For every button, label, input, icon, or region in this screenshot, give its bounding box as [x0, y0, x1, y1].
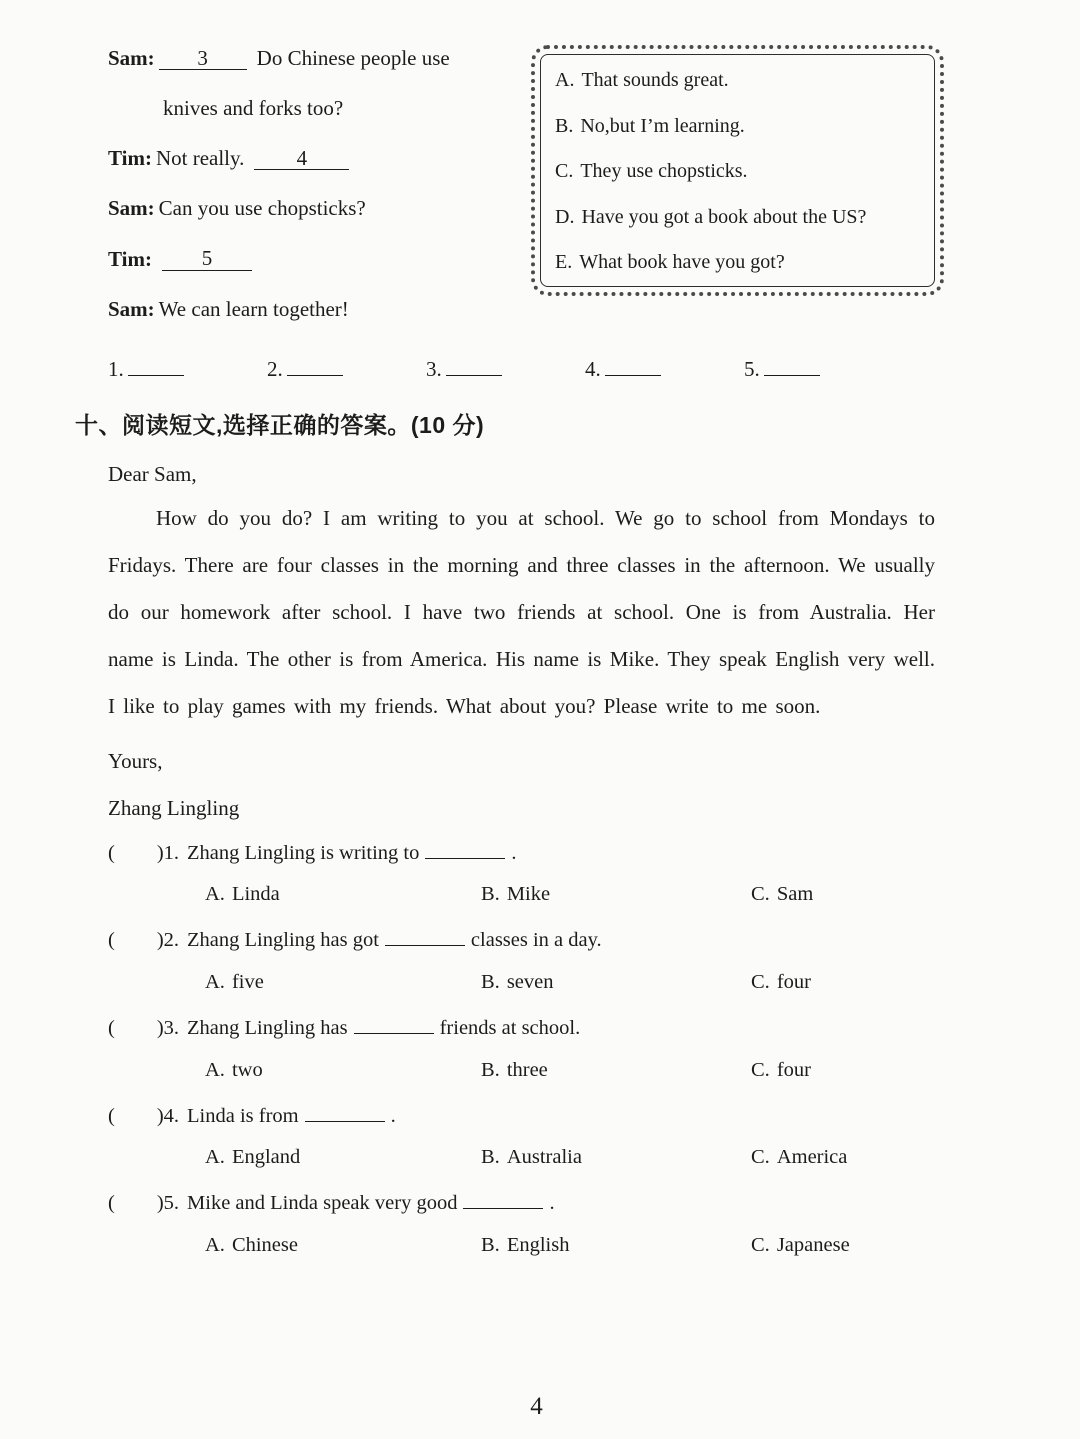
answer-number: 3. [426, 356, 442, 381]
question-options [108, 1233, 935, 1258]
option-item [555, 159, 922, 183]
option-text: Have you got a book about the US? [581, 205, 867, 228]
question-text-post: . [390, 1104, 396, 1127]
blank-underline [128, 355, 184, 376]
question-text: Zhang Lingling has [187, 1016, 348, 1039]
dialogue-line [108, 196, 528, 220]
question-stem [108, 1101, 935, 1128]
question-number: )5. [156, 1192, 180, 1215]
answer-paren: ( [108, 1016, 115, 1039]
question-stem [108, 838, 935, 865]
answer-blank-item [267, 355, 426, 382]
question-stem [108, 1013, 935, 1040]
option-text: They use chopsticks. [580, 160, 748, 182]
blank-underline [463, 1189, 543, 1210]
question-options [108, 1145, 935, 1170]
letter-body: How do you do? I am writing to you at school. We go to school from Mondays to Fridays. There are four classes in the morning and three classes in the afternoon. We usually do our homework after school. I have two friends at school. One is from Australia. Her name is Linda. The other is from America. His name is Mike. They speak English very well. I like to play games with my friends. What about you? Please write to me soon. [108, 505, 935, 718]
question-number: )3. [156, 1016, 180, 1039]
dialogue-text: Can you use chopsticks? [158, 196, 366, 221]
dialogue-line [108, 146, 528, 170]
speaker-label: Sam: [108, 46, 155, 70]
option-label: A. [205, 883, 225, 906]
answer-number: 5. [744, 356, 760, 381]
blank-underline [287, 355, 343, 376]
question-option: A. five [205, 970, 264, 993]
answer-blank-item [426, 355, 585, 382]
question-text: Zhang Lingling has got [187, 929, 379, 952]
question-text-post: classes in a day. [470, 929, 602, 952]
answer-paren: ( [108, 1192, 115, 1215]
question-number: )1. [156, 841, 180, 864]
option-label: A. [555, 69, 575, 91]
dialogue-and-options-row [108, 46, 935, 321]
question-text: Zhang Lingling is writing to [187, 841, 420, 864]
question-text: Mike and Linda speak very good [187, 1192, 458, 1215]
section-heading: 十、阅读短文,选择正确的答案。(10 分) [75, 411, 485, 438]
option-label: B. [555, 114, 574, 137]
question-stem [108, 926, 935, 953]
answer-blank-item [108, 355, 267, 382]
question-options [108, 882, 935, 907]
dialogue-text: knives and forks too? [163, 96, 344, 121]
blank-underline [764, 355, 820, 376]
option-label: B. [481, 883, 500, 906]
page-number: 4 [530, 1393, 543, 1420]
dialogue-line [108, 247, 528, 271]
option-text: That sounds great. [581, 69, 729, 91]
question-option: A. Chinese [205, 1233, 298, 1256]
question-options [108, 1058, 935, 1083]
question-option: B. English [481, 1233, 570, 1256]
question-option: A. Linda [205, 883, 280, 906]
option-label: A. [205, 1233, 225, 1256]
blank-underline [385, 926, 465, 947]
blank-underline [425, 838, 505, 859]
question-options [108, 970, 935, 995]
question-text: Linda is from [187, 1104, 299, 1127]
answer-blank-item [744, 355, 903, 382]
speaker-label: Sam: [108, 196, 155, 221]
option-label: C. [751, 1058, 770, 1081]
speaker-label: Sam: [108, 296, 155, 321]
blank-underline [305, 1101, 385, 1122]
option-label: A. [205, 1146, 225, 1169]
dialogue-text: Not really. 4 [156, 146, 349, 170]
dialogue-line [108, 46, 528, 70]
option-text: No,but I’m learning. [580, 114, 745, 137]
option-label: A. [205, 970, 225, 993]
option-label: B. [481, 1233, 500, 1256]
blank-underline [446, 355, 502, 376]
letter-salutation: Dear Sam, [108, 461, 197, 486]
question-stem [108, 1189, 935, 1216]
answer-paren: ( [108, 1104, 115, 1127]
option-label: C. [751, 970, 770, 993]
question-option: C. America [751, 1146, 848, 1169]
dialogue-text: 3 Do Chinese people use [159, 46, 450, 70]
question-option: A. two [205, 1058, 263, 1081]
dialogue-line [108, 297, 528, 321]
question-text-post: . [511, 841, 517, 864]
speaker-label: Tim: [108, 146, 152, 171]
letter-signature: Zhang Lingling [108, 796, 240, 821]
option-label: B. [481, 970, 500, 993]
blank-underline [605, 355, 661, 376]
question-option: B. Mike [481, 883, 551, 906]
blank-underline: 3 [159, 47, 247, 70]
letter-closing: Yours, [108, 749, 163, 773]
option-item [555, 114, 922, 138]
option-label: C. [751, 883, 770, 906]
dialogue-text: We can learn together! [158, 296, 349, 321]
question-option: C. Japanese [751, 1233, 850, 1256]
speaker-label: Tim: [108, 246, 152, 271]
option-label: C. [751, 1146, 770, 1169]
option-item [555, 250, 922, 274]
questions-block [108, 838, 935, 1276]
blank-underline [354, 1013, 434, 1034]
question-option: A. England [205, 1146, 301, 1169]
question-option: C. four [751, 1058, 811, 1081]
blank-underline: 5 [162, 247, 252, 271]
answer-blank-item [585, 355, 744, 382]
dialogue-block [108, 46, 528, 321]
question-option: C. Sam [751, 883, 814, 906]
reading-passage [108, 462, 935, 832]
question-number: )4. [156, 1104, 180, 1127]
question-text-post: friends at school. [439, 1016, 581, 1039]
dialogue-line [108, 96, 528, 120]
option-label: E. [555, 251, 573, 273]
option-label: C. [555, 160, 574, 182]
answer-blanks-row [108, 355, 935, 382]
option-label: C. [751, 1233, 770, 1256]
question-option: B. Australia [481, 1146, 582, 1169]
answer-number: 4. [585, 356, 601, 381]
option-label: B. [481, 1058, 500, 1081]
answer-number: 2. [267, 356, 283, 381]
question-option: C. four [751, 970, 811, 993]
answer-number: 1. [108, 356, 124, 381]
option-item [555, 68, 922, 92]
option-bank-box [540, 54, 935, 287]
option-text: What book have you got? [579, 251, 785, 273]
blank-underline: 4 [254, 147, 349, 170]
option-label: D. [555, 205, 575, 228]
question-text-post: . [549, 1192, 555, 1215]
question-option: B. three [481, 1058, 548, 1081]
option-item [555, 205, 922, 229]
option-label: B. [481, 1146, 500, 1169]
question-number: )2. [156, 929, 180, 952]
answer-paren: ( [108, 841, 115, 864]
question-option: B. seven [481, 970, 554, 993]
option-label: A. [205, 1058, 225, 1081]
answer-paren: ( [108, 929, 115, 952]
